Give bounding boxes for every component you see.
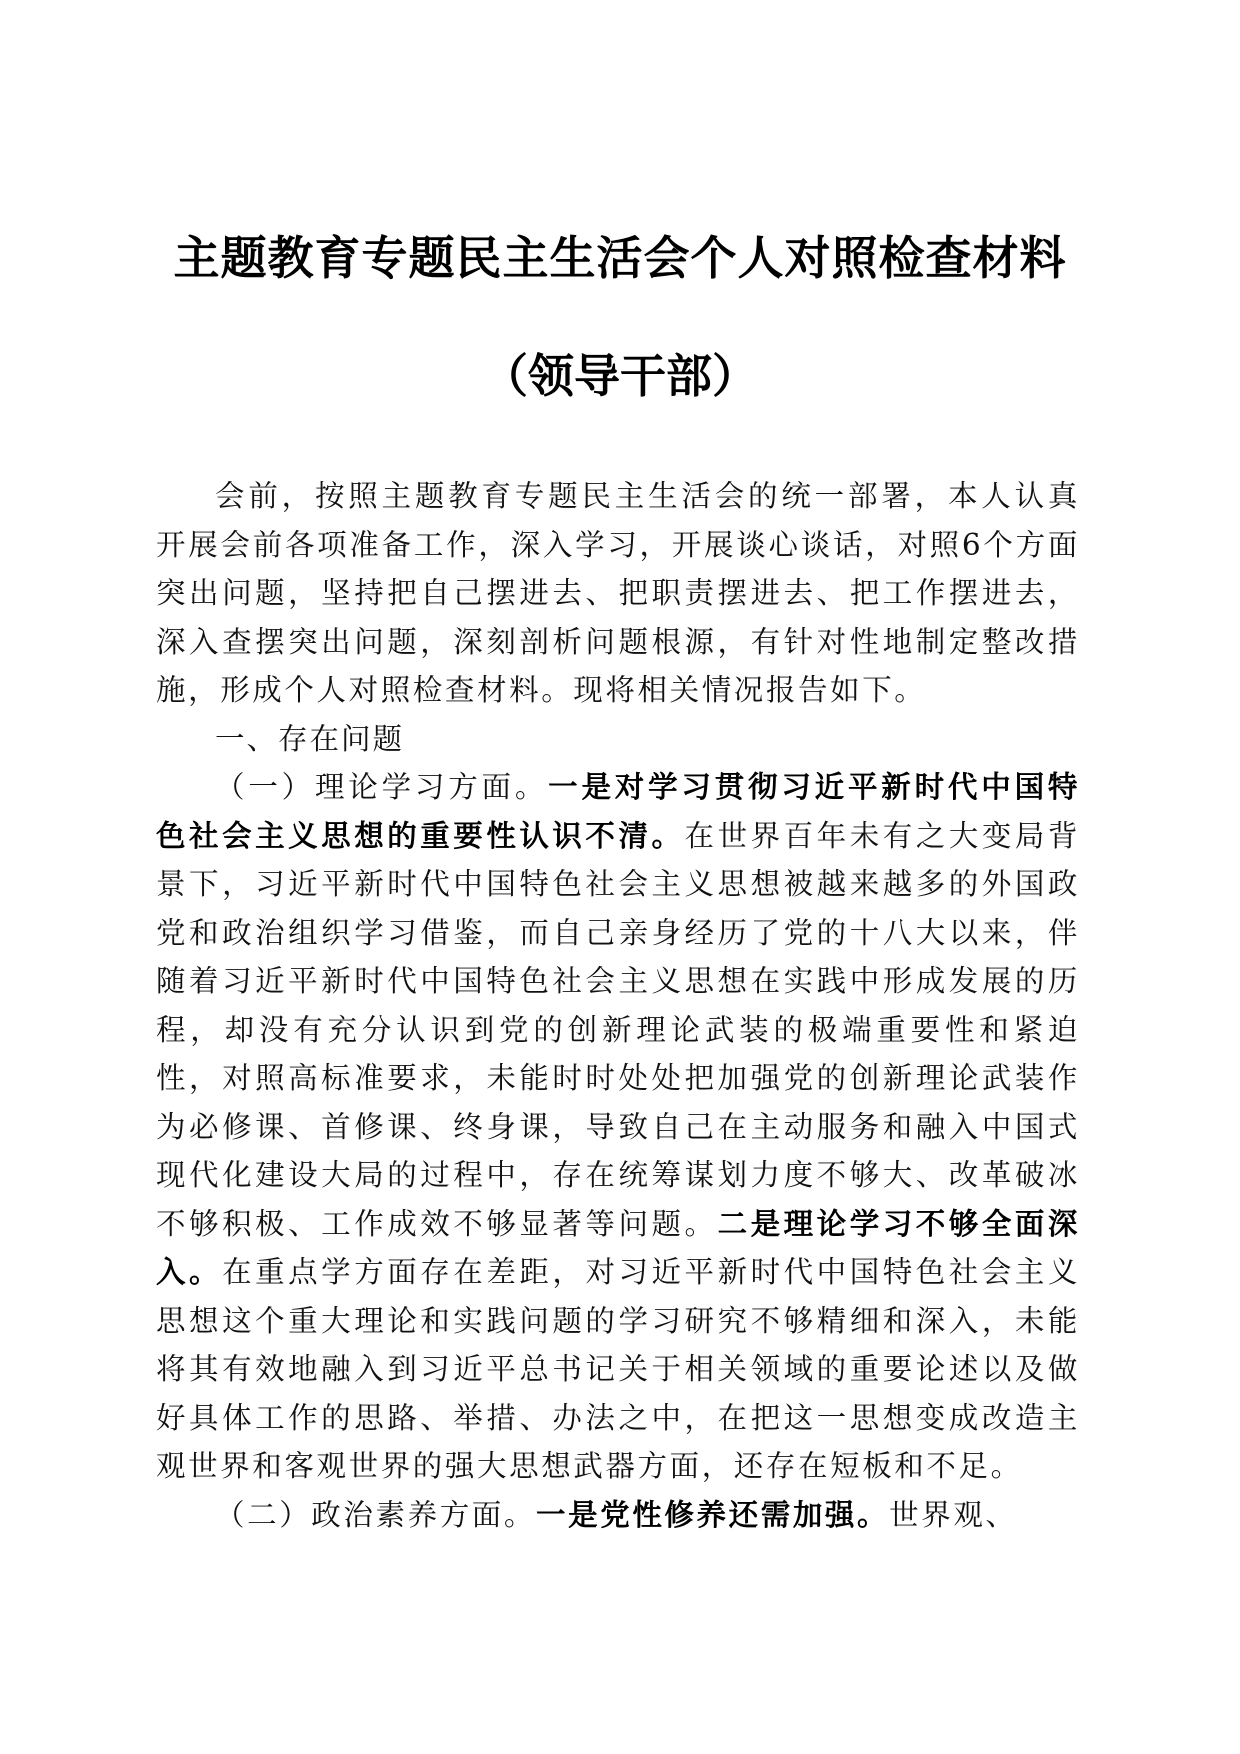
intro-paragraph: 会前，按照主题教育专题民主生活会的统一部署，本人认真开展会前各项准备工作，深入学习，开展谈心谈话，对照6个方面突出问题，坚持把自己摆进去、把职责摆进去、把工作摆进去，深入查摆突出问题，深刻剖析问题根源，有针对性地制定整改措施，形成个人对照检查材料。现将相关情况报告如下。 xyxy=(156,479,1080,707)
sub-heading-political-quality: （二）政治素养方面。 xyxy=(215,1497,537,1532)
document-body xyxy=(156,472,1080,1539)
point-text: 世界观、 xyxy=(889,1497,1018,1532)
paragraph-theory-study xyxy=(156,763,1080,1491)
point-title: 一是党性修养还需加强。 xyxy=(536,1496,890,1532)
point-text: 在重点学方面存在差距，对习近平新时代中国特色社会主义思想这个重大理论和实践问题的学习研究不够精细和深入，未能将其有效地融入到习近平总书记关于相关领域的重要论述以及做好具体工作的思路、举措、办法之中，在把这一思想变成改造主观世界和客观世界的强大思想武器方面，还存在短板和不足。 xyxy=(156,1255,1081,1483)
document-title: 主题教育专题民主生活会个人对照检查材料 xyxy=(173,231,1067,285)
point-title: 二是理论学习不够全面深入。 xyxy=(156,1205,1080,1289)
sub-heading-theory-study: （一）理论学习方面。 xyxy=(215,770,549,804)
document-subtitle: （领导干部） xyxy=(482,349,758,403)
point-text: 在世界百年未有之大变局背景下，习近平新时代中国特色社会主义思想被越来越多的外国政党和政治组织学习借鉴，而自己亲身经历了党的十八大以来，伴随着习近平新时代中国特色社会主义思想在实践中形成发展的历程，却没有充分认识到党的创新理论武装的极端重要性和紧迫性，对照高标准要求，未能时时处处把加强党的创新理论武装作为必修课、首修课、终身课，导致自己在主动服务和融入中国式现代化建设大局的过程中，存在统筹谋划力度不够大、改革破冰不够积极、工作成效不够显著等问题。 xyxy=(156,818,1080,1241)
section-heading-problems: 一、存在问题 xyxy=(215,721,405,756)
paragraph-political-quality xyxy=(156,1491,1080,1540)
point-title: 一是对学习贯彻习近平新时代中国特色社会主义思想的重要性认识不清。 xyxy=(156,769,1080,853)
